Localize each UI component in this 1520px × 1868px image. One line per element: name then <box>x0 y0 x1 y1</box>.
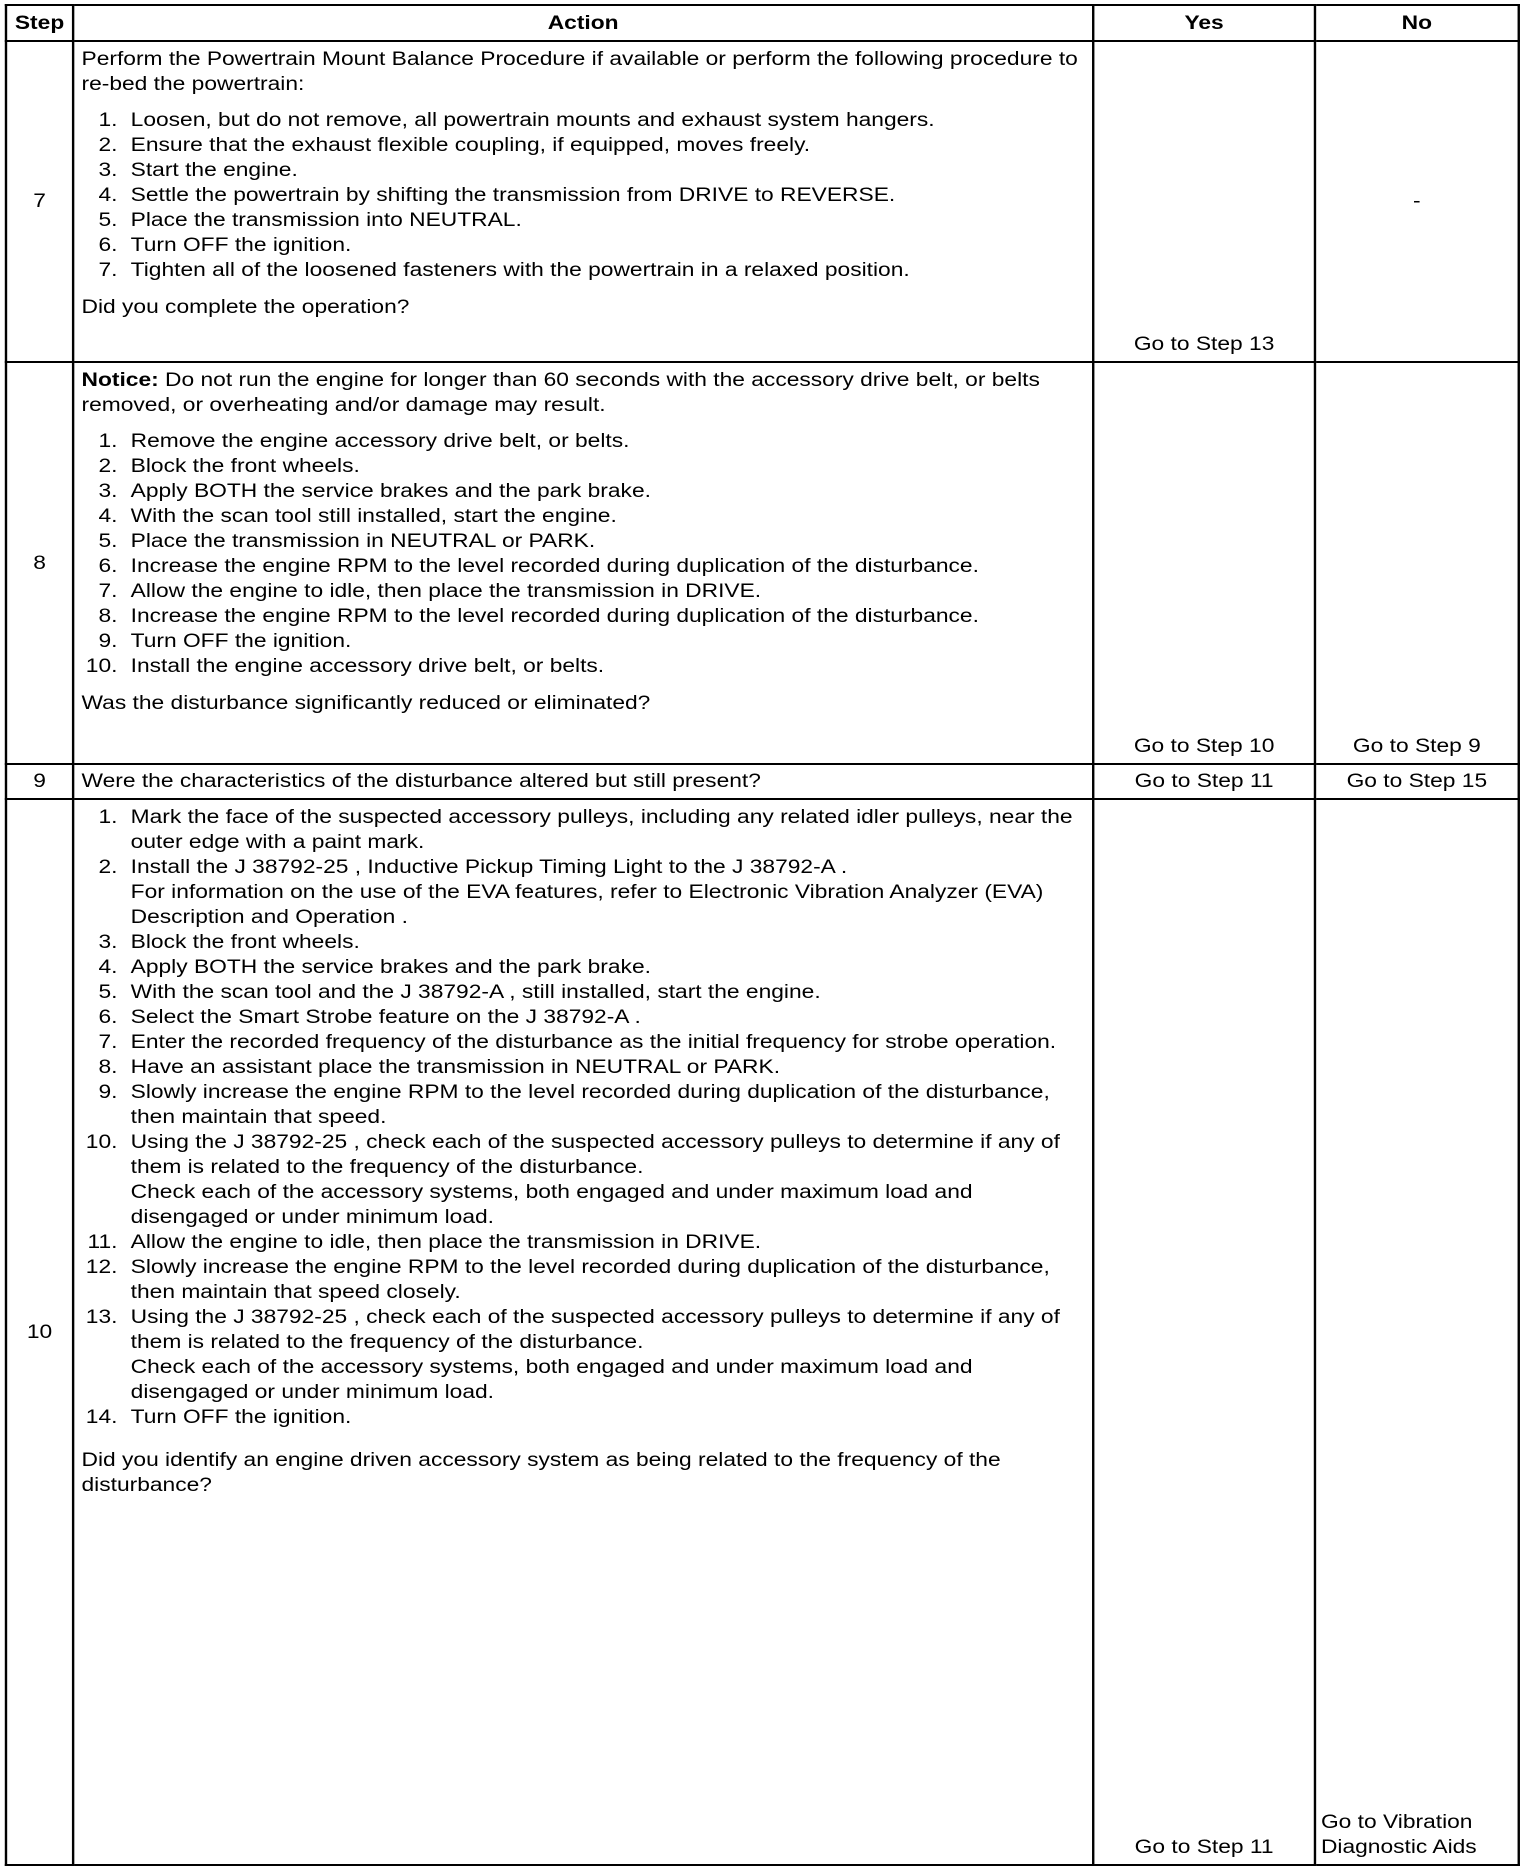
yes-result: Go to Step 10 <box>1093 362 1315 764</box>
list-item: 1. Mark the face of the suspected accessory pulleys, including any related idler pulleys, near the outer edge with a paint mark. <box>98 807 1073 853</box>
procedure-list <box>82 429 1085 679</box>
header-yes: Yes <box>1093 5 1315 41</box>
list-item: 12. Slowly increase the engine RPM to the level recorded during duplication of the disturbance, then maintain that speed closely. <box>85 1257 1050 1303</box>
yes-result: Go to Step 11 <box>1093 764 1315 799</box>
no-result: Go to Step 9 <box>1315 362 1519 764</box>
header-no: No <box>1315 5 1519 41</box>
list-item: 6. Increase the engine RPM to the level recorded during duplication of the disturbance. <box>98 556 979 577</box>
list-item-note: Check each of the accessory systems, both engaged and under maximum load and disengaged or under minimum load. <box>130 1357 973 1403</box>
action-cell <box>73 799 1093 1865</box>
list-item: 3. Start the engine. <box>98 160 298 181</box>
list-item: 1. Remove the engine accessory drive belt, or belts. <box>98 431 630 452</box>
list-item: 8. Increase the engine RPM to the level recorded during duplication of the disturbance. <box>98 606 979 627</box>
list-item: 9. Turn OFF the ignition. <box>98 631 352 652</box>
procedure-list <box>82 108 1085 283</box>
step-number: 7 <box>6 41 73 362</box>
notice-label: Notice: <box>81 370 159 391</box>
list-item: 5. With the scan tool and the J 38792-A , still installed, start the engine. <box>98 982 821 1003</box>
list-item: 10. Using the J 38792-25 , check each of the suspected accessory pulleys to determine if any of them is related to the frequency of the disturbance. Check each of the accessory systems, both engaged and under maximum load and disengaged or under minimum load. <box>82 1130 1085 1230</box>
list-item: 2. Ensure that the exhaust flexible coupling, if equipped, moves freely. <box>98 135 811 156</box>
list-item: 3. Block the front wheels. <box>98 932 360 953</box>
diagnostic-table <box>5 4 1520 1866</box>
step-number: 10 <box>6 799 73 1865</box>
step-number: 9 <box>6 764 73 799</box>
list-item: 5. Place the transmission in NEUTRAL or PARK. <box>98 531 596 552</box>
list-item: 10. Install the engine accessory drive belt, or belts. <box>85 656 605 677</box>
list-item: 4. Apply BOTH the service brakes and the park brake. <box>98 957 651 978</box>
action-question: Did you complete the operation? <box>81 297 410 318</box>
table-row <box>6 41 1519 362</box>
action-question: Were the characteristics of the disturbance altered but still present? <box>73 764 1093 799</box>
list-item: 8. Have an assistant place the transmission in NEUTRAL or PARK. <box>98 1057 781 1078</box>
list-item: 7. Allow the engine to idle, then place the transmission in DRIVE. <box>98 581 762 602</box>
list-item: 11. Allow the engine to idle, then place the transmission in DRIVE. <box>87 1232 762 1253</box>
action-intro: Perform the Powertrain Mount Balance Procedure if available or perform the following procedure to re-bed the powertrain: <box>81 49 1078 95</box>
procedure-list <box>82 805 1085 1430</box>
yes-result: Go to Step 13 <box>1093 41 1315 362</box>
yes-result: Go to Step 11 <box>1093 799 1315 1865</box>
no-result: Go to Step 15 <box>1315 764 1519 799</box>
list-item: 6. Select the Smart Strobe feature on the J 38792-A . <box>98 1007 641 1028</box>
table-row <box>6 362 1519 764</box>
list-item: 4. Settle the powertrain by shifting the transmission from DRIVE to REVERSE. <box>98 185 896 206</box>
list-item-note: For information on the use of the EVA features, refer to Electronic Vibration Analyzer (EVA) Description and Operation . <box>130 882 1044 928</box>
header-action: Action <box>73 5 1093 41</box>
list-item-note: Check each of the accessory systems, both engaged and under maximum load and disengaged or under minimum load. <box>130 1182 973 1228</box>
list-item: 13. Using the J 38792-25 , check each of the suspected accessory pulleys to determine if any of them is related to the frequency of the disturbance. Check each of the accessory systems, both engaged and under maximum load and disengaged or under minimum load. <box>82 1305 1085 1405</box>
step-number: 8 <box>6 362 73 764</box>
header-step: Step <box>6 5 73 41</box>
list-item: 1. Loosen, but do not remove, all powertrain mounts and exhaust system hangers. <box>98 110 935 131</box>
action-question: Did you identify an engine driven accessory system as being related to the frequency of the disturbance? <box>81 1450 1001 1496</box>
list-item: 7. Tighten all of the loosened fasteners with the powertrain in a relaxed position. <box>98 260 910 281</box>
list-item: 2. Block the front wheels. <box>98 456 360 477</box>
action-question: Was the disturbance significantly reduced or eliminated? <box>81 693 651 714</box>
table-header-row <box>6 5 1519 41</box>
list-item: 9. Slowly increase the engine RPM to the level recorded during duplication of the disturbance, then maintain that speed. <box>98 1082 1050 1128</box>
no-result: - <box>1315 41 1519 362</box>
list-item: 6. Turn OFF the ignition. <box>98 235 352 256</box>
list-item: 7. Enter the recorded frequency of the disturbance as the initial frequency for strobe operation. <box>98 1032 1057 1053</box>
action-cell <box>73 41 1093 362</box>
action-cell <box>73 362 1093 764</box>
no-result: Go to Vibration Diagnostic Aids <box>1315 799 1519 1865</box>
list-item: 5. Place the transmission into NEUTRAL. <box>98 210 522 231</box>
list-item: 3. Apply BOTH the service brakes and the park brake. <box>98 481 651 502</box>
list-item: 4. With the scan tool still installed, start the engine. <box>98 506 617 527</box>
table-row <box>6 799 1519 1865</box>
list-item: 14. Turn OFF the ignition. <box>85 1407 352 1428</box>
table-row <box>6 764 1519 799</box>
list-item: 2. Install the J 38792-25 , Inductive Pickup Timing Light to the J 38792-A . For information on the use of the EVA features, refer to Electronic Vibration Analyzer (EVA) Description and Operation . <box>82 855 1085 930</box>
notice-text: Notice: Do not run the engine for longer than 60 seconds with the accessory drive belt, or belts removed, or overheating and/or damage may result. <box>81 370 1040 416</box>
